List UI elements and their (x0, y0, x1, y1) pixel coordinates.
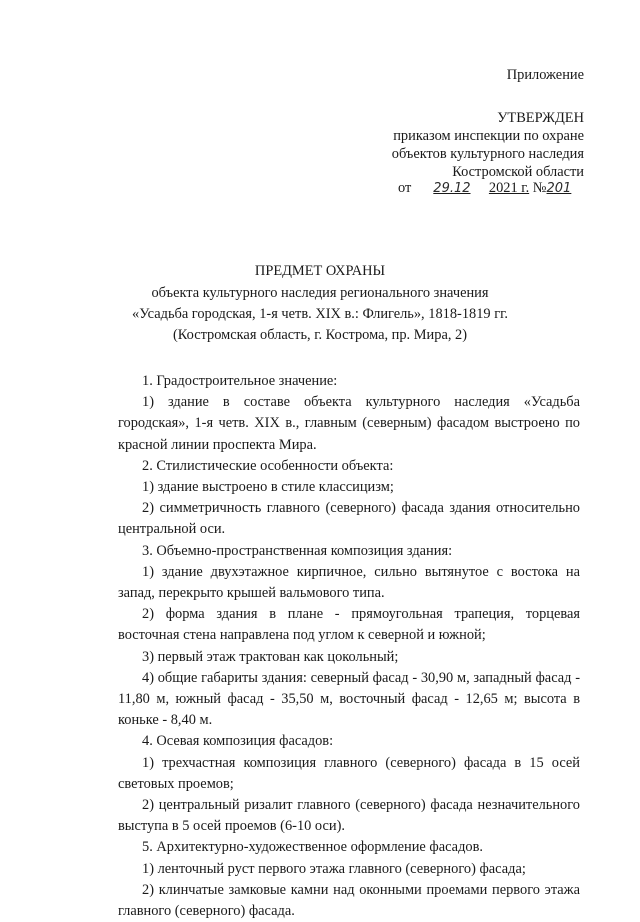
section-2-item-2: 2) симметричность главного (северного) фасада здания относительно центральной оси. (118, 500, 580, 538)
title-line-2: объекта культурного наследия регионального значения (151, 285, 489, 301)
year: 2021 г. (488, 180, 530, 196)
date-prefix: от (398, 180, 412, 196)
handwritten-date: 29.12 (433, 181, 471, 196)
section-3-item-4: 4) общие габариты здания: северный фасад - 30,90 м, западный фасад - 11,80 м, южный фасад - 35,50 м, восточный фасад - 12,65 м; высота в коньке - 8,40 м. (118, 669, 580, 729)
section-3-item-2: 2) форма здания в плане - прямоугольная трапеция, торцевая восточная стена направлена под углом к северной и южной; (118, 606, 580, 644)
section-3-item-3: 3) первый этаж трактован как цокольный; (142, 648, 399, 665)
approved-by-line-3: Костромской области (452, 164, 584, 180)
section-5-item-2: 2) клинчатые замковые камни над оконными проемами первого этажа главного (северного) фасада. (118, 881, 580, 920)
section-3-heading: 3. Объемно-пространственная композиция здания: (142, 542, 453, 559)
section-5-item-1: 1) ленточный руст первого этажа главного (северного) фасада; (142, 860, 526, 877)
number-prefix: № (532, 180, 547, 196)
section-3-item-1: 1) здание двухэтажное кирпичное, сильно вытянутое с востока на запад, перекрыто крышей вальмового типа. (118, 563, 580, 602)
section-2-heading: 2. Стилистические особенности объекта: (142, 457, 394, 474)
approved-label: УТВЕРЖДЕН (497, 110, 584, 126)
appendix-label: Приложение (506, 67, 584, 83)
approved-by-line-2: объектов культурного наследия (391, 146, 584, 162)
title-line-4: (Костромская область, г. Кострома, пр. Мира, 2) (172, 327, 468, 343)
section-4-item-1: 1) трехчастная композиция главного (северного) фасада в 15 осей световых проемов; (118, 754, 580, 792)
section-1-heading: 1. Градостроительное значение: (142, 373, 338, 389)
body-text (118, 371, 580, 922)
section-1-item-1: 1) здание в составе объекта культурного наследия «Усадьба городская», 1-я четв. XIX в., главным (северным) фасадом выстроено по красной линии проспекта Мира. (118, 394, 580, 453)
section-5-heading: 5. Архитектурно-художественное оформление фасадов. (142, 839, 483, 856)
approved-by-line-1: приказом инспекции по охране (393, 128, 584, 144)
title-line-3: «Усадьба городская, 1-я четв. XIX в.: Флигель», 1818-1819 гг. (132, 306, 508, 322)
section-4-item-2: 2) центральный ризалит главного (северного) фасада незначительного выступа в 5 осей проемов (6-10 оси). (118, 797, 580, 835)
number-field (547, 180, 573, 197)
handwritten-number: 201 (546, 181, 572, 196)
approval-date-line (398, 180, 573, 197)
section-4-heading: 4. Осевая композиция фасадов: (142, 733, 334, 750)
document-title: ПРЕДМЕТ ОХРАНЫ (254, 263, 386, 279)
date-field (415, 180, 489, 197)
section-2-item-1: 1) здание выстроено в стиле классицизм; (142, 479, 394, 496)
